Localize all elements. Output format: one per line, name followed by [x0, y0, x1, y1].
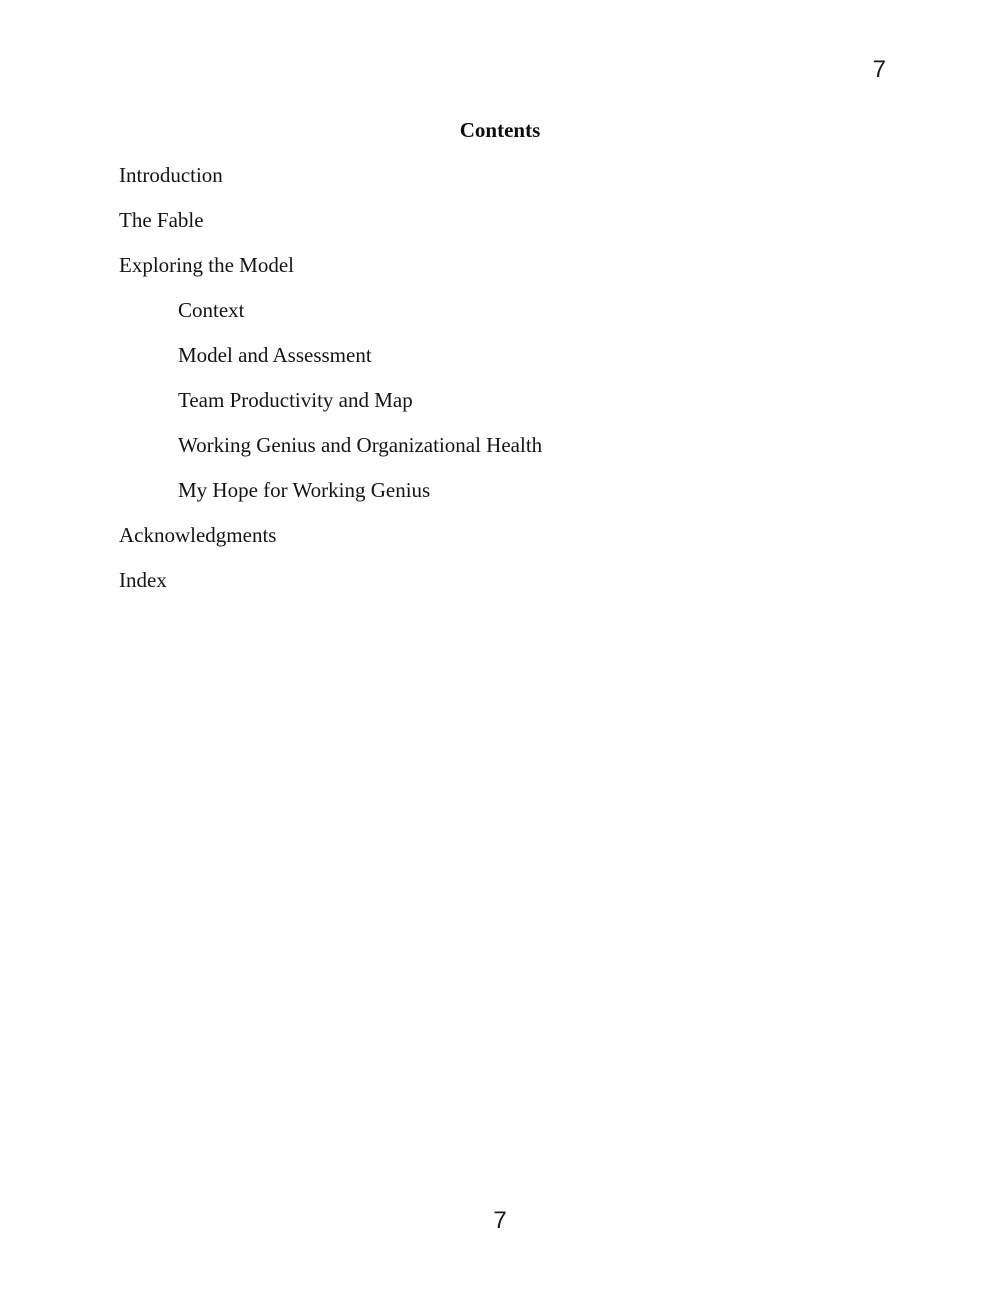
toc-item: Introduction — [119, 163, 223, 187]
toc-item: Working Genius and Organizational Health — [178, 433, 543, 457]
toc-item: My Hope for Working Genius — [178, 478, 431, 502]
toc-item: Acknowledgments — [119, 523, 277, 547]
toc-item: Context — [178, 298, 245, 322]
toc-item: The Fable — [119, 208, 204, 232]
contents-title: Contents — [459, 118, 541, 142]
toc-item: Exploring the Model — [119, 253, 294, 277]
footer-page-number: 7 — [493, 1207, 507, 1234]
toc-item: Model and Assessment — [178, 343, 372, 367]
table-of-contents — [119, 162, 542, 612]
toc-item: Index — [119, 568, 167, 592]
toc-item: Team Productivity and Map — [178, 388, 413, 412]
header-page-number: 7 — [872, 56, 886, 83]
